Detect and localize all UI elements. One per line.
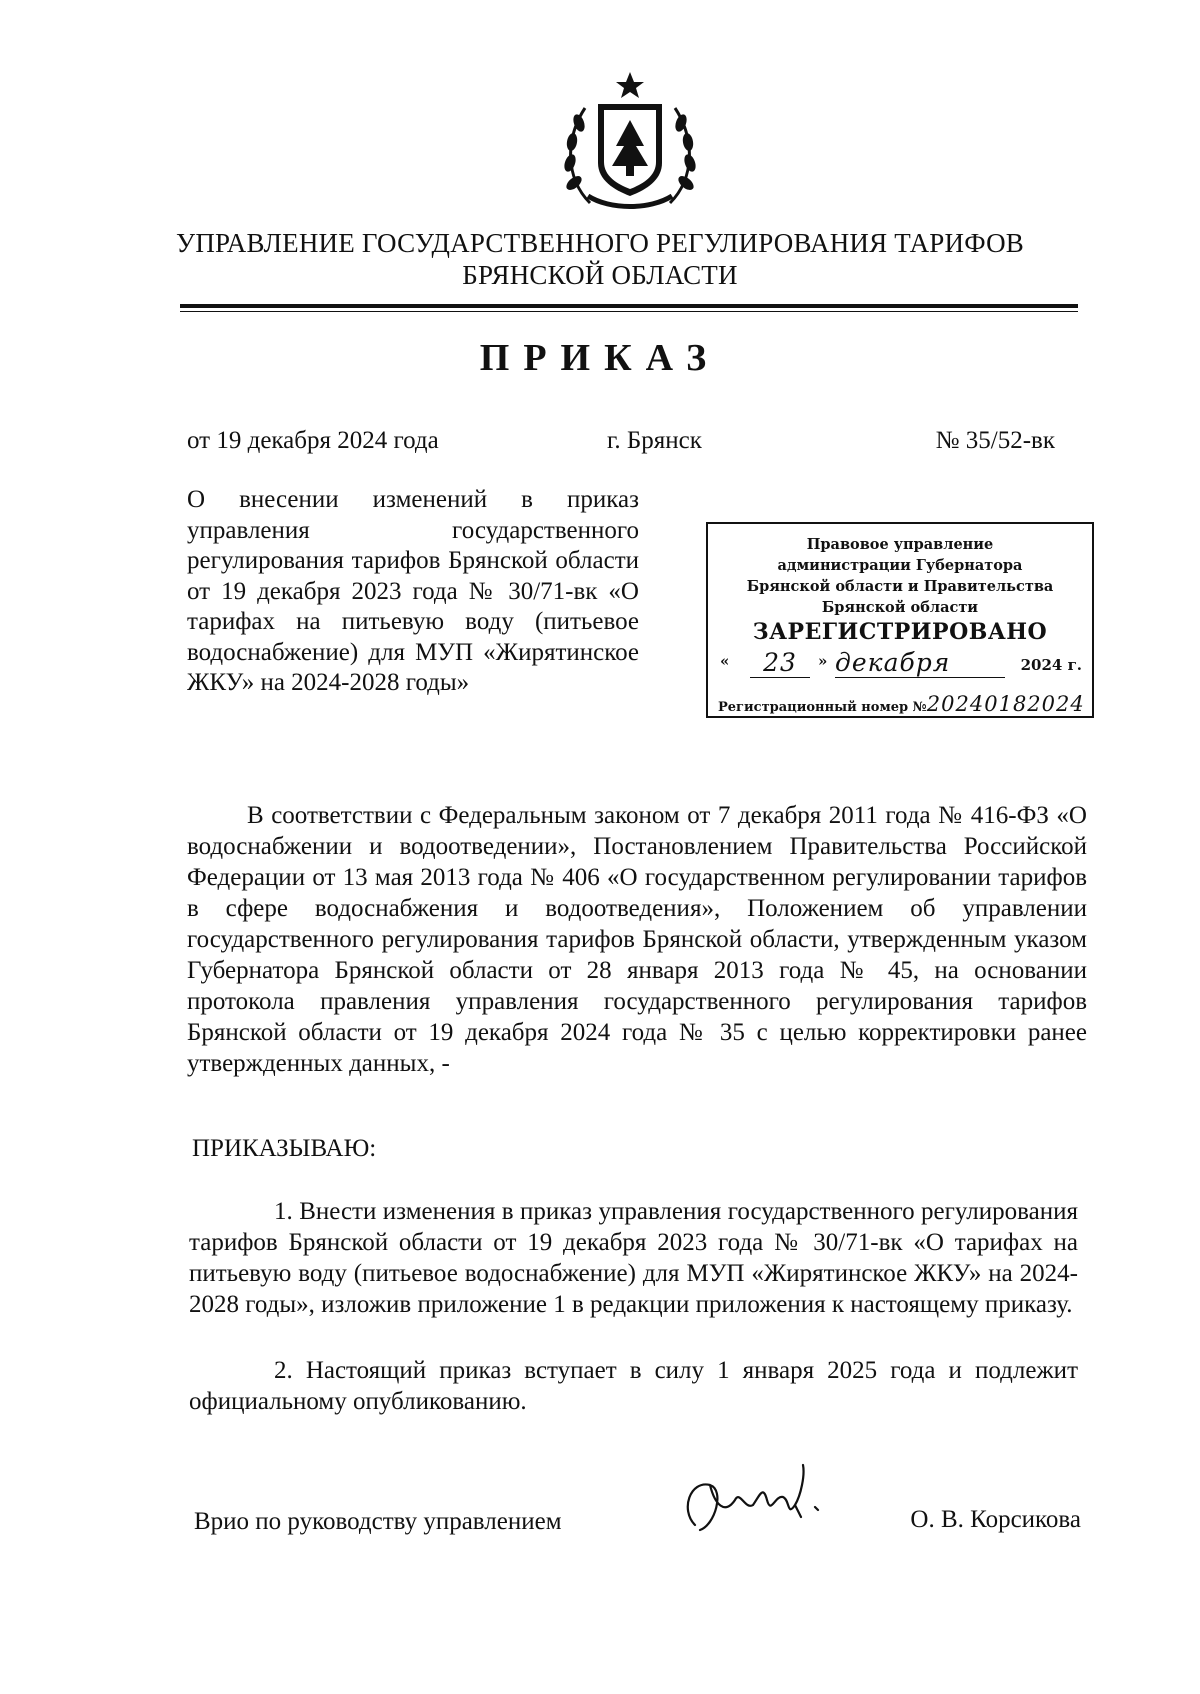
registration-stamp — [706, 522, 1094, 718]
document-number: № 35/52-вк — [935, 427, 1055, 454]
stamp-regnum-label: Регистрационный номер № — [718, 700, 927, 715]
coat-of-arms-emblem — [560, 68, 700, 213]
stamp-date-row: « 23 » декабря 2024 г. — [720, 648, 1082, 677]
header-rule-thin — [180, 311, 1078, 312]
stamp-line3: Брянской области и Правительства — [746, 578, 1054, 595]
stamp-regnum: 20240182024 — [926, 692, 1085, 716]
stamp-line2: администрации Губернатора — [777, 557, 1023, 574]
document-city: г. Брянск — [607, 427, 702, 454]
handwritten-signature — [675, 1455, 835, 1555]
signer-name: О. В. Корсикова — [910, 1506, 1081, 1533]
order-word: ПРИКАЗЫВАЮ: — [192, 1135, 377, 1162]
organization-name-line2: БРЯНСКОЙ ОБЛАСТИ — [462, 260, 738, 290]
header-rule-thick — [180, 304, 1078, 308]
order-item-1: 1. Внести изменения в приказ управления государственного регулирования тарифов Брянской области от 19 декабря 2023 года № 30/71-вк «О тарифах на питьевую воду (питьевое водоснабжение) для МУП «Жирятинское ЖКУ» на 2024-2028 годы», изложив приложение 1 в редакции приложения к настоящему приказу. — [189, 1198, 1078, 1318]
document-date: от 19 декабря 2024 года — [187, 427, 439, 454]
stamp-line4: Брянской области — [821, 599, 979, 616]
preamble-paragraph: В соответствии с Федеральным законом от 7 декабря 2011 года № 416-ФЗ «О водоснабжении и водоотведении», Постановлением Правительства Российской Федерации от 13 мая 2013 года № 406 «О государственном регулировании тарифов в сфере водоснабжения и водоотведения», Положением об управлении государственного регулирования тарифов Брянской области, утвержденным указом Губернатора Брянской области от 28 января 2013 года № 45, на основании протокола правления управления государственного регулирования тарифов Брянской области от 19 декабря 2024 года № 35 с целью корректировки ранее утвержденных данных, - — [187, 802, 1087, 1077]
stamp-registered: ЗАРЕГИСТРИРОВАНО — [752, 619, 1048, 645]
signer-position: Врио по руководству управлением — [194, 1508, 562, 1535]
stamp-year: 2024 г. — [1020, 656, 1082, 674]
stamp-month: декабря — [835, 648, 1005, 678]
stamp-line1: Правовое управление — [806, 536, 994, 553]
organization-name-line1: УПРАВЛЕНИЕ ГОСУДАРСТВЕННОГО РЕГУЛИРОВАНИЯ ТАРИФОВ — [176, 228, 1024, 258]
document-subject: О внесении изменений в приказ управления государственного регулирования тарифов Брянской области от 19 декабря 2023 года № 30/71-вк «О тарифах на питьевую воду (питьевое водоснабжение) для МУП «Жирятинское ЖКУ» на 2024-2028 годы» — [187, 486, 639, 696]
stamp-regnum-row — [718, 692, 1084, 716]
document-title: ПРИКАЗ — [479, 337, 721, 379]
order-item-2: 2. Настоящий приказ вступает в силу 1 января 2025 года и подлежит официальному опубликованию. — [189, 1357, 1078, 1415]
stamp-day: 23 — [750, 648, 810, 678]
